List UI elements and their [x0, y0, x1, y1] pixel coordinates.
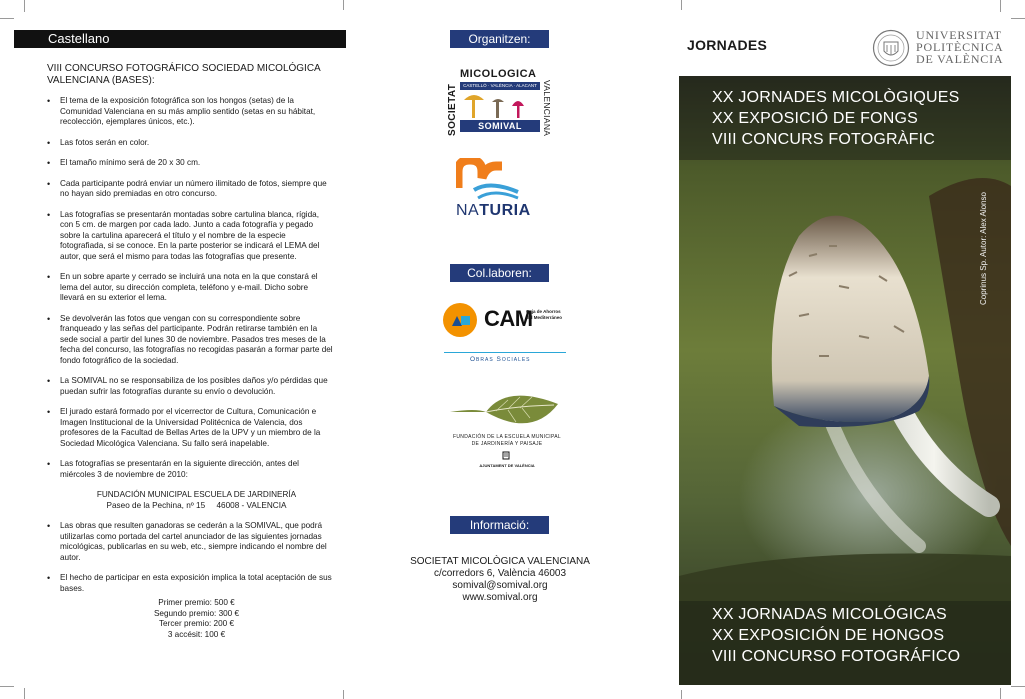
- naturia-logo-part2: TURIA: [479, 202, 531, 219]
- rule-item: [47, 138, 333, 149]
- fundacion-line: FUNDACIÓN DE LA ESCUELA MUNICIPAL: [453, 434, 561, 440]
- rule-text: El tema de la exposición fotográfica son los hongos (setas) de la Comunidad Valenciana en su más amplio sentido (setas en su hábitat, recolección, ejemplares únicos, etc.).: [60, 96, 316, 126]
- cam-divider: [444, 352, 566, 353]
- crop-mark: [1000, 688, 1001, 699]
- upv-seal-icon: [872, 29, 910, 67]
- title-line: XX EXPOSICIÓ DE FONGS: [712, 110, 919, 127]
- fold-mark: [681, 0, 682, 10]
- rule-text: Cada participante podrá enviar un número ilimitado de fotos, siempre que no hayan sido premiadas en otro concurso.: [60, 178, 327, 198]
- rule-text: En un sobre aparte y cerrado se incluirá una nota en la que constará el lema del autor, su dirección completa, teléfono y e-mail. Dicho sobre llevará en su exterior el lema.: [60, 272, 318, 302]
- info-label: Informació:: [450, 516, 549, 534]
- upv-name: [916, 29, 1003, 65]
- fold-mark: [343, 690, 344, 699]
- fundacion-line: DE JARDINERÍA Y PAISAJE: [471, 441, 543, 447]
- rule-item: [47, 573, 333, 640]
- rule-item: [47, 459, 333, 511]
- rule-text: Las fotos serán en color.: [60, 137, 150, 147]
- contact-name: SOCIETAT MICOLÒGICA VALENCIANA: [410, 556, 590, 567]
- rule-text: Se devolverán las fotos que vengan con su correspondiente sobre franqueado y las señas del participante. Podrán retirarse también en la sede social a partir del lunes 30 de noviembre. Pasados tres meses de la fecha del concurso, las fotografías no recogidas pasarán a formar parte del fondo fotográfico de la sociedad.: [60, 313, 333, 365]
- title-valencian: [712, 87, 960, 150]
- title-line: XX JORNADES MICOLÒGIQUES: [712, 89, 960, 106]
- rules-title: VIII CONCURSO FOTOGRÁFICO SOCIEDAD MICOLÓGICA VALENCIANA (BASES):: [47, 63, 321, 86]
- prize-item: Primer premio: 500 €: [158, 598, 235, 607]
- rule-text: El hecho de participar en esta exposición implica la total aceptación de sus bases.: [60, 573, 332, 593]
- contact-block: [400, 556, 600, 604]
- leaf-icon: [446, 388, 562, 434]
- rule-item: [47, 179, 333, 200]
- rules-list: [47, 96, 333, 650]
- photo-credit: Coprinus Sp. Autor: Alex Alonso: [979, 192, 988, 305]
- crop-mark: [1011, 686, 1025, 687]
- city-crest-icon: [501, 451, 511, 461]
- contact-address: c/corredors 6, València 46003: [433, 568, 567, 579]
- cam-tagline: [526, 309, 562, 321]
- cam-tagline-line: Caja de Ahorros: [526, 309, 561, 314]
- ayuntamiento-label: AJUNTAMENT DE VALÈNCIA: [479, 463, 535, 468]
- title-spanish: [712, 604, 960, 667]
- rule-item: [47, 96, 333, 128]
- collaborators-label: Col.laboren:: [450, 264, 549, 282]
- mushroom-illustration: [679, 76, 1011, 685]
- naturia-logo-text: [456, 202, 531, 220]
- cam-obras-sociales: Obras Sociales: [470, 356, 531, 363]
- fold-mark: [681, 690, 682, 699]
- address-line: Paseo de la Pechina, nº 15 46008 - VALENCIA: [106, 500, 287, 510]
- rule-item: [47, 158, 333, 169]
- delivery-address: [60, 490, 333, 511]
- contact-website[interactable]: www.somival.org: [462, 592, 538, 603]
- organizers-label: Organitzen:: [450, 30, 549, 48]
- rule-text: Las fotografías se presentarán montadas sobre cartulina blanca, rígida, con 5 cm. de margen por cada lado. Junto a cada fotografía y pegado sobre la cartulina aparecerá el título y el nombre de la especie fotografiada, si se conoce. En la parte posterior se indicará el LEMA del autor, que será el mismo para todas las fotografías que presente.: [60, 209, 320, 261]
- somival-logo-top: MICOLOGICA: [460, 68, 537, 80]
- somival-logo: [446, 68, 554, 136]
- rule-text: El tamaño mínimo será de 20 x 30 cm.: [60, 158, 201, 167]
- rule-item: [47, 407, 333, 449]
- title-line: VIII CONCURSO FOTOGRÁFICO: [712, 648, 961, 665]
- naturia-logo-part1: NA: [456, 202, 480, 219]
- upv-name-line: DE VALÈNCIA: [916, 52, 1004, 66]
- crop-mark: [24, 688, 25, 699]
- prize-item: 3 accésit: 100 €: [167, 629, 226, 639]
- naturia-wave-icon: [456, 158, 520, 200]
- jornades-heading: JORNADES: [687, 37, 768, 53]
- mushroom-icon: [462, 92, 540, 120]
- cam-circle-icon: [442, 302, 478, 338]
- rule-item: [47, 210, 333, 263]
- rule-text: Las fotografías se presentarán en la siguiente dirección, antes del miércoles 3 de noviembre de 2010:: [60, 459, 299, 479]
- prize-list: [60, 598, 333, 640]
- upv-name-line: UNIVERSITAT: [916, 28, 1002, 42]
- naturia-logo: [452, 158, 552, 222]
- crop-mark: [24, 0, 25, 12]
- crop-mark: [1000, 0, 1001, 12]
- somival-logo-left: SOCIETAT: [447, 83, 458, 136]
- cam-logo-name: CAM: [484, 306, 533, 331]
- title-line: XX JORNADAS MICOLÓGICAS: [712, 606, 947, 623]
- upv-logo: [872, 28, 1002, 70]
- rule-text: La SOMIVAL no se responsabiliza de los posibles daños y/o pérdidas que puedan sufrir las fotografías durante su envío o devolución.: [60, 376, 328, 396]
- title-line: XX EXPOSICIÓN DE HONGOS: [712, 627, 945, 644]
- crop-mark: [0, 18, 14, 19]
- somival-logo-places: CASTELLÓ · VALÈNCIA · ALACANT: [460, 82, 540, 90]
- fundacion-text: [448, 434, 566, 448]
- prize-item: Segundo premio: 300 €: [153, 608, 240, 618]
- contact-email[interactable]: somival@somival.org: [452, 580, 548, 591]
- crop-mark: [0, 686, 14, 687]
- rule-item: [47, 314, 333, 367]
- rule-item: [47, 272, 333, 304]
- rule-item: [47, 521, 333, 563]
- upv-name-line: POLITÈCNICA: [916, 40, 1004, 54]
- cam-tagline-line: del Mediterráneo: [526, 315, 563, 320]
- cam-logo: [440, 300, 570, 370]
- rule-text: Las obras que resulten ganadoras se cederán a la SOMIVAL, que podrá utilizarlas como portada del cartel anunciador de las siguientes jornadas micológicas, publicarlas en su web, etc., siempre indicando el nombre del autor.: [60, 521, 327, 562]
- address-line: FUNDACIÓN MUNICIPAL ESCUELA DE JARDINERÍA: [96, 490, 297, 499]
- mushroom-photo: [679, 76, 1011, 685]
- rule-text: El jurado estará formado por el vicerrector de Cultura, Comunicación e Imagen Institucional de la Universidad Politécnica de Valencia, dos profesores de la Facultad de Bellas Artes de la UPV y un miembro de la Sociedad Micológica Valenciana. Su fallo será inapelable.: [60, 407, 321, 448]
- somival-logo-right: VALENCIANA: [542, 80, 552, 137]
- somival-logo-bottom: SOMIVAL: [460, 120, 540, 132]
- prize-item: Tercer premio: 200 €: [158, 619, 235, 628]
- crop-mark: [1011, 18, 1025, 19]
- title-line: VIII CONCURS FOTOGRÀFIC: [712, 131, 935, 148]
- rule-item: [47, 376, 333, 397]
- language-label: Castellano: [14, 30, 346, 48]
- fundacion-logo: [446, 388, 566, 474]
- fold-mark: [343, 0, 344, 10]
